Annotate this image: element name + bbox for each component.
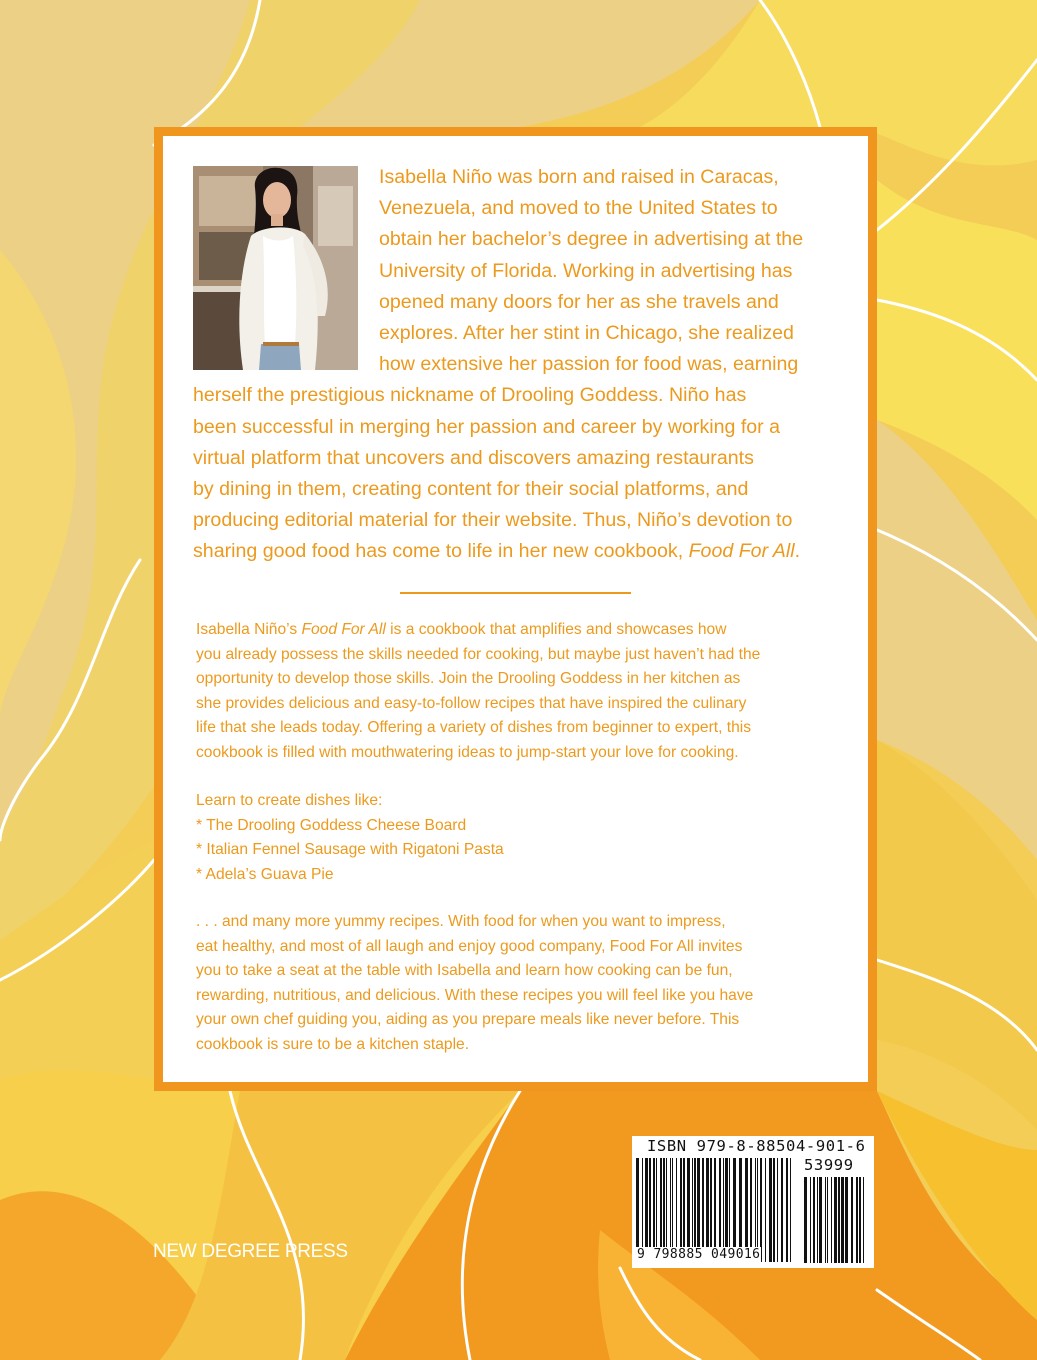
barcode-bar [819,1177,822,1263]
book-title: Food For All [301,621,386,638]
book-title: Food For All [688,540,795,563]
barcode-bar [790,1158,791,1262]
barcode-bar [804,1177,807,1263]
barcode-bar [786,1158,788,1262]
publisher-name: NEW DEGREE PRESS [153,1241,348,1262]
barcode-bar [810,1177,811,1263]
barcode-bar [813,1177,815,1263]
author-bio [193,162,838,568]
description-line: life that she leads today. Offering a variety of dishes from beginner to expert, this [196,719,752,737]
barcode-bar [838,1177,840,1263]
description-prefix: Isabella Niño’s [196,621,302,638]
description-line: you already possess the skills needed for cooking, but maybe just haven’t had the [196,645,761,663]
bio-line: obtain her bachelor’s degree in advertising at the [379,228,804,251]
bio-last-suffix: . [794,540,801,563]
barcode-bar [863,1177,864,1263]
bio-line: herself the prestigious nickname of Drooling Goddess. Niño has [193,384,747,407]
closing-line: . . . and many more yummy recipes. With food for when you want to impress, [196,913,726,930]
bio-line: been successful in merging her passion and career by working for a [193,415,781,438]
isbn-label: ISBN 979-8-88504-901-6 [647,1137,866,1155]
barcode-bar [777,1158,778,1262]
closing-line: cookbook is sure to be a kitchen staple. [196,1035,470,1053]
description-line [196,618,836,643]
barcode-bar [781,1158,783,1262]
closing-paragraph [196,910,836,1058]
bio-line: explores. After her stint in Chicago, she realized [379,322,794,345]
barcode-bar [851,1177,853,1263]
bio-line: University of Florida. Working in advertising has [379,259,793,282]
bio-line: opened many doors for her as she travels and [379,290,779,313]
barcode-bar [817,1177,818,1263]
description-suffix: is a cookbook that amplifies and showcases how [385,621,727,638]
closing-line: you to take a seat at the table with Isabella and learn how cooking can be fun, [196,962,733,980]
description-line: cookbook is filled with mouthwatering ideas to jump-start your love for cooking. [196,743,739,761]
closing-line: your own chef guiding you, aiding as you prepare meals like never before. This [196,1011,740,1029]
barcode-bar [765,1158,766,1262]
dishes-intro: Learn to create dishes like: [196,792,383,809]
closing-line: rewarding, nutritious, and delicious. With these recipes you will feel like you have [196,986,754,1004]
barcode-bar [859,1177,861,1263]
barcode-bar [845,1177,848,1263]
dish-item: * The Drooling Goddess Cheese Board [196,816,467,834]
barcode-bar [827,1177,828,1263]
closing-line: eat healthy, and most of all laugh and enjoy good company, Food For All invites [196,937,743,955]
bio-last-line [193,536,838,567]
dishes-list [196,789,836,887]
barcode-bar [856,1177,858,1263]
barcode-bar [825,1177,826,1263]
book-description [196,618,836,766]
bio-last-prefix: sharing good food has come to life in her new cookbook, [193,540,689,563]
barcode-bar [769,1158,772,1262]
dish-item: * Italian Fennel Sausage with Rigatoni Pasta [196,841,504,859]
bio-line: producing editorial material for their website. Thus, Niño’s devotion to [193,509,793,532]
barcode-bar [831,1177,832,1263]
section-divider [400,592,631,594]
barcode-bar [773,1158,775,1262]
bio-line: by dining in them, creating content for their social platforms, and [193,478,749,501]
bio-line: Venezuela, and moved to the United States to [379,197,778,220]
isbn-barcode [632,1136,874,1268]
dish-item: * Adela’s Guava Pie [196,865,334,883]
bio-line: virtual platform that uncovers and discovers amazing restaurants [193,446,754,469]
supplement-barcode-bars [804,1177,868,1263]
description-line: she provides delicious and easy-to-follow recipes that have inspired the culinary [196,694,747,712]
ean-digits: 9 798885 049016 [637,1247,761,1262]
price-code: 53999 [804,1156,854,1174]
bio-line: how extensive her passion for food was, earning [379,353,799,376]
bio-line: Isabella Niño was born and raised in Caracas, [379,166,779,188]
description-line: opportunity to develop those skills. Join the Drooling Goddess in her kitchen as [196,670,741,688]
barcode-bar [834,1177,837,1263]
barcode-bar [841,1177,844,1263]
